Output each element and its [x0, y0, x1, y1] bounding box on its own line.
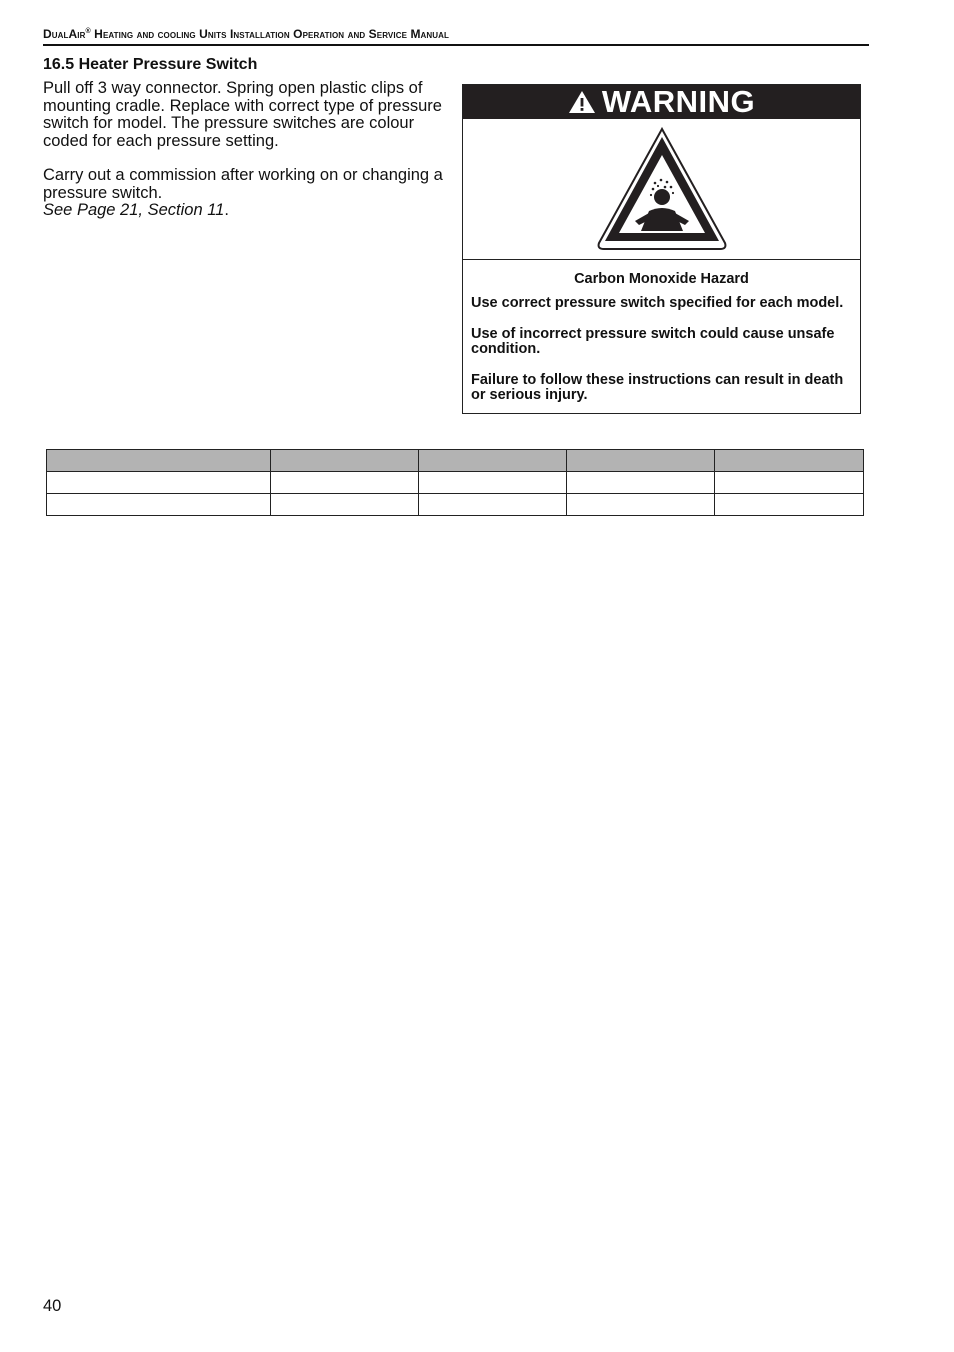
table-cell	[271, 472, 419, 494]
table-header-cell	[419, 450, 567, 472]
commission-text: Carry out a commission after working on or changing a pressure switch.	[43, 166, 443, 202]
table-cell	[419, 472, 567, 494]
header-brand: DualAir	[43, 27, 86, 41]
table-cell	[271, 494, 419, 516]
pressure-switch-table	[46, 449, 864, 516]
carbon-monoxide-hazard-icon	[595, 125, 729, 253]
paragraph-commission	[43, 167, 453, 220]
table-header-row	[47, 450, 864, 472]
table-cell	[715, 494, 864, 516]
table-cell	[567, 472, 715, 494]
table-cell	[419, 494, 567, 516]
alert-triangle-icon	[568, 90, 596, 114]
warning-box	[462, 84, 861, 414]
warning-line: Use correct pressure switch specified for each model.	[471, 295, 844, 311]
section-title: 16.5 Heater Pressure Switch	[43, 56, 258, 73]
hazard-title: Carbon Monoxide Hazard	[574, 271, 749, 287]
section-body	[43, 80, 453, 237]
table-cell	[715, 472, 864, 494]
table-cell	[47, 494, 271, 516]
page-number: 40	[43, 1297, 62, 1315]
table-row	[47, 494, 864, 516]
warning-line: Use of incorrect pressure switch could cause unsafe condition.	[471, 326, 835, 357]
warning-title: WARNING	[601, 84, 756, 119]
table-header-cell	[567, 450, 715, 472]
table-header-cell	[715, 450, 864, 472]
paragraph-replace-switch: Pull off 3 way connector. Spring open plastic clips of mounting cradle. Replace with correct type of pressure switch for model. The pressure switches are colour coded for each pressure setting.	[43, 79, 442, 150]
table-cell	[567, 494, 715, 516]
table-header-cell	[271, 450, 419, 472]
table-header-cell	[47, 450, 271, 472]
page-reference-link[interactable]: See Page 21, Section 11	[43, 201, 225, 219]
table-row	[47, 472, 864, 494]
warning-banner	[463, 85, 860, 119]
pictogram-area	[463, 119, 860, 260]
reference-period: .	[224, 201, 229, 219]
header-registered-mark: ®	[85, 28, 91, 35]
warning-line: Failure to follow these instructions can result in death or serious injury.	[471, 372, 844, 403]
header-title: Heating and cooling Units Installation Operation and Service Manual	[90, 27, 450, 41]
warning-content	[463, 260, 860, 403]
table-cell	[47, 472, 271, 494]
running-header	[43, 27, 869, 46]
